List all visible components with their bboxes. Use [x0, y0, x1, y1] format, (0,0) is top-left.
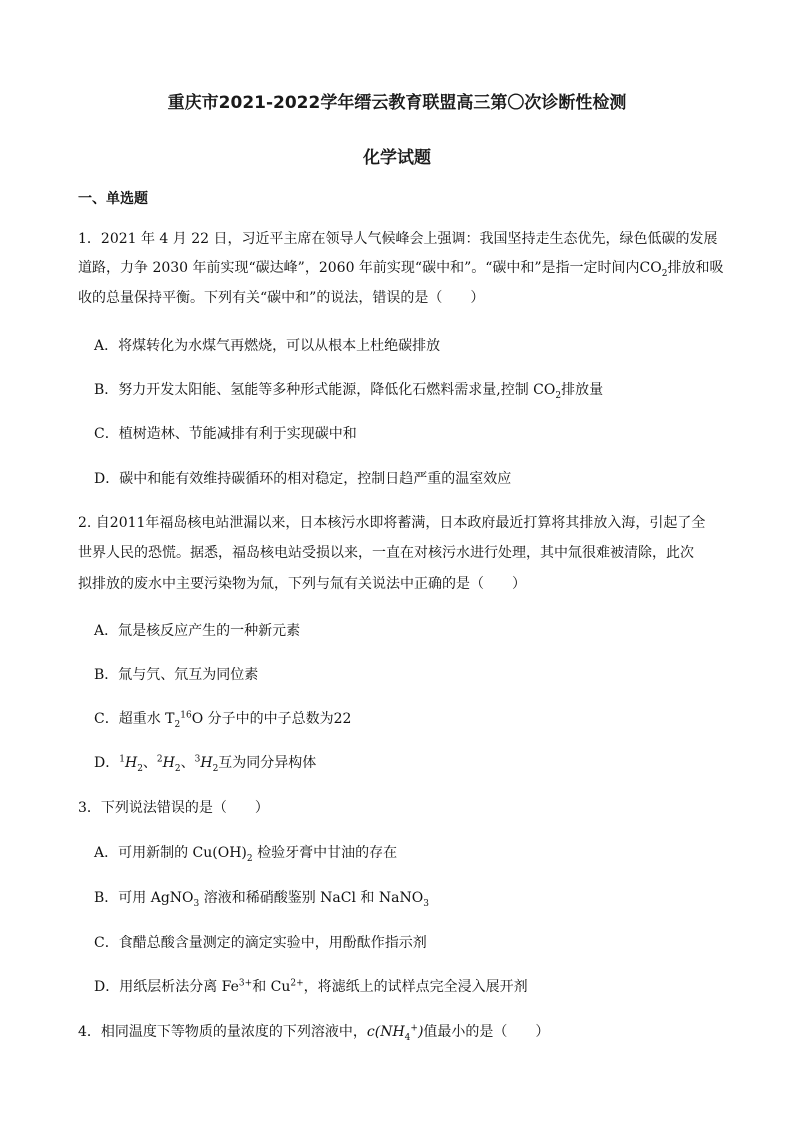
q1-option-d: D．碳中和能有效维持碳循环的相对稳定，控制日趋严重的温室效应	[94, 471, 512, 487]
q1-option-a: A．将煤转化为水煤气再燃烧，可以从根本上杜绝碳排放	[94, 338, 441, 354]
q2-option-c: C．超重水 $T_2^{16}O$ 分子中的中子总数为22	[94, 710, 352, 730]
section-heading: 一、单选题	[78, 191, 148, 207]
q4-line-1: 4．相同温度下等物质的量浓度的下列溶液中，$c(NH_4^+)$值最小的是（ ）	[78, 1023, 550, 1043]
q3-line-1: 3．下列说法错误的是（ ）	[78, 800, 269, 816]
q3-option-a: A．可用新制的 $Cu(OH)_2$ 检验牙膏中甘油的存在	[94, 845, 398, 864]
q1-line-1: 1．2021 年 4 月 22 日，习近平主席在领导人气候峰会上强调：我国坚持走生态优先，绿色低碳的发展	[78, 231, 718, 247]
q2-option-b: B．氚与氕、氘互为同位素	[94, 667, 259, 683]
q3-option-d: D．用纸层析法分离 $Fe^{3+}$和 $Cu^{2+}$，将滤纸上的试样点完全浸入展开剂	[94, 978, 528, 995]
page-subtitle: 化学试题	[363, 148, 431, 168]
q2-line-2: 世界人民的恐慌。据悉，福岛核电站受损以来，一直在对核污水进行处理，其中氚很难被清除，此次	[78, 545, 694, 561]
q2-option-d: D．$^1H_2$、$^2H_2$、$^3H_2$互为同分异构体	[94, 754, 317, 774]
q2-line-3: 拟排放的废水中主要污染物为氚，下列与氚有关说法中正确的是（ ）	[78, 576, 526, 592]
q1-option-b: B．努力开发太阳能、氢能等多种形式能源，降低化石燃料需求量,控制 $CO_2$排放量	[94, 382, 604, 401]
q3-option-c: C．食醋总酸含量测定的滴定实验中，用酚酞作指示剂	[94, 935, 427, 951]
q1-line-2: 道路，力争 2030 年前实现“碳达峰”，2060 年前实现“碳中和”。“碳中和”是指一定时间内$CO_2$排放和吸	[78, 260, 724, 279]
q1-option-c: C．植树造林、节能减排有利于实现碳中和	[94, 426, 357, 442]
q3-option-b: B．可用 AgNO$_3$ 溶液和稀硝酸鉴别 NaCl 和 NaNO$_3$	[94, 890, 429, 909]
q2-option-a: A．氚是核反应产生的一种新元素	[94, 623, 301, 639]
q2-line-1: 2. 自2011年福岛核电站泄漏以来，日本核污水即将蓄满，日本政府最近打算将其排放入海，引起了全	[78, 515, 706, 531]
q1-line-3: 收的总量保持平衡。下列有关“碳中和”的说法，错误的是（ ）	[78, 290, 485, 306]
page-title: 重庆市2021-2022学年缙云教育联盟高三第〇次诊断性检测	[167, 93, 627, 113]
